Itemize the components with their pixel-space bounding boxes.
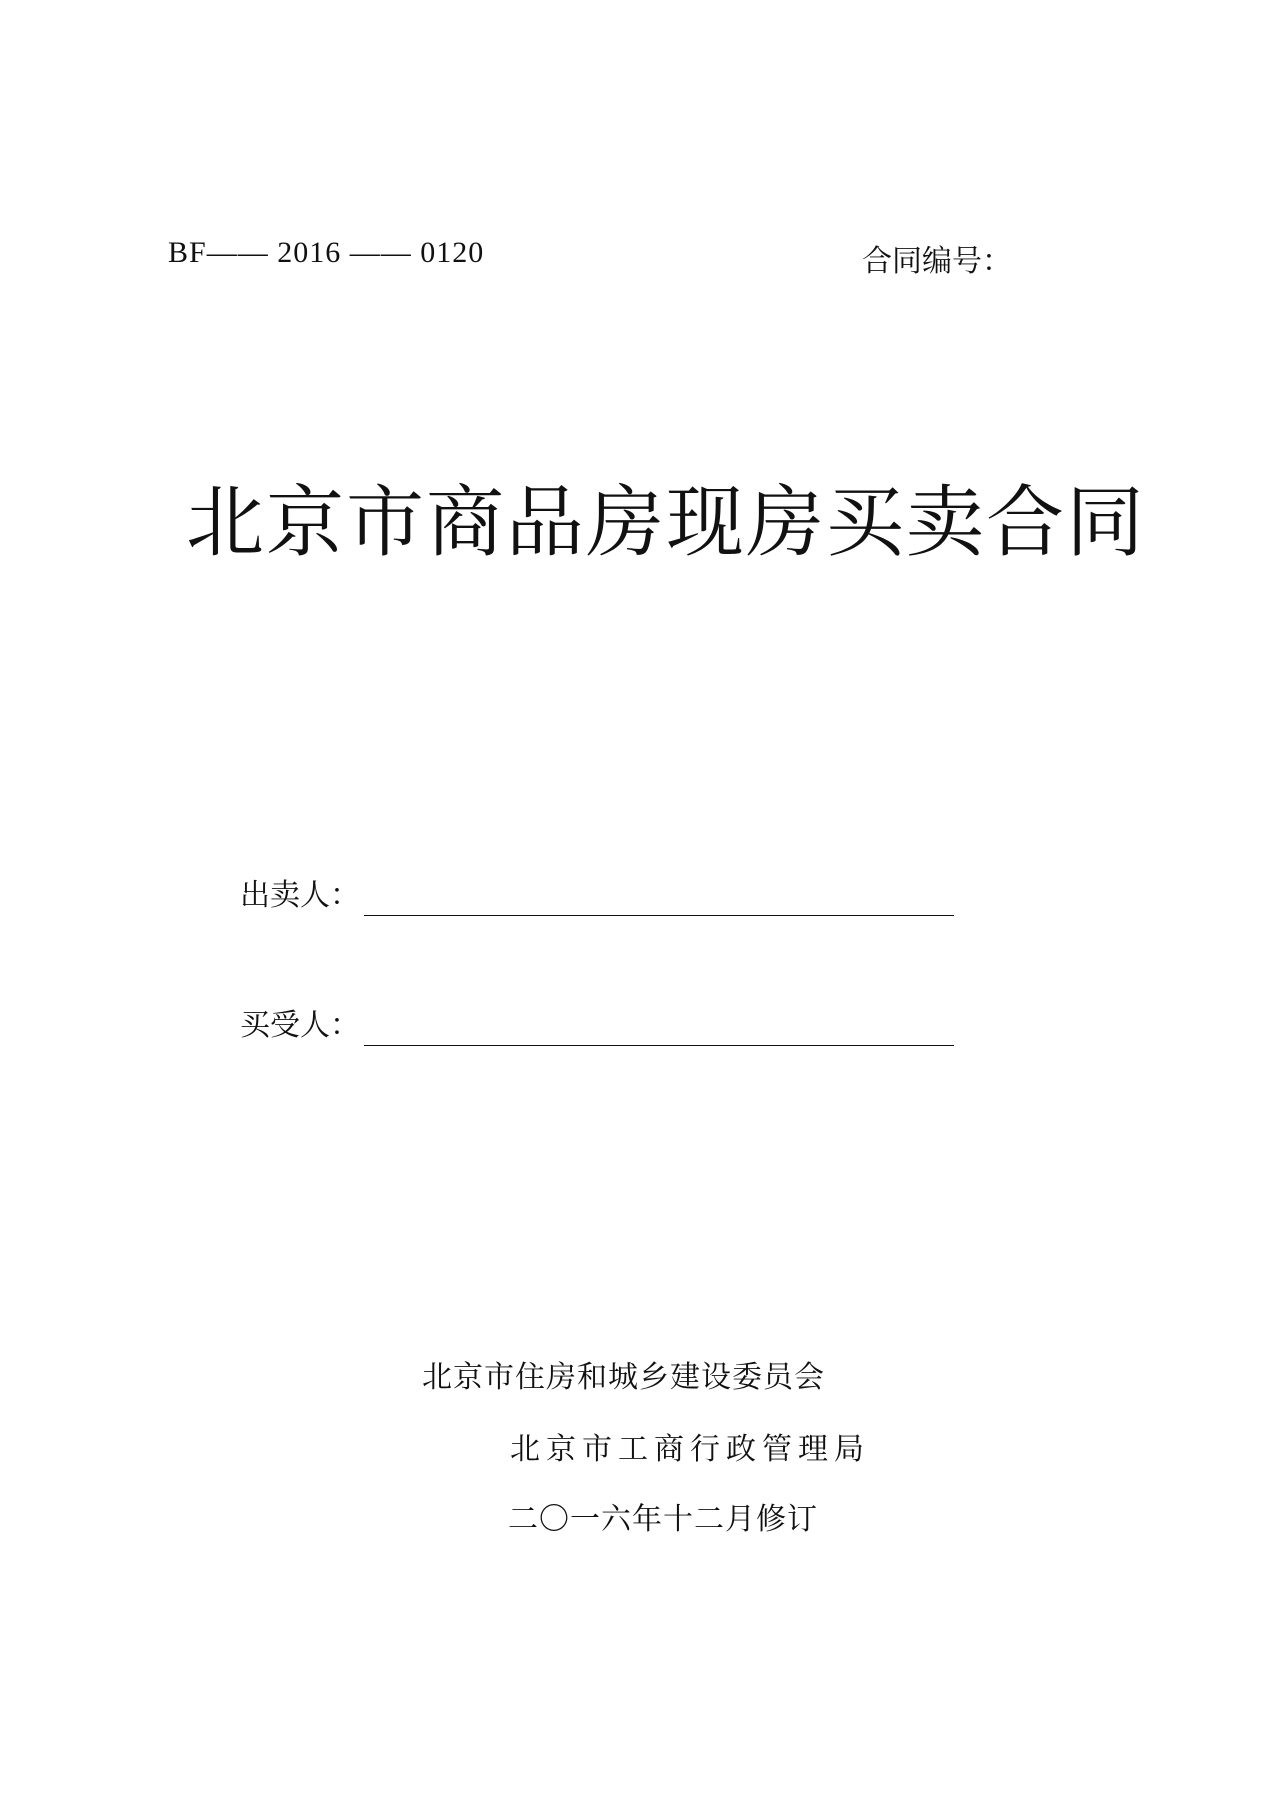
- revision-date: 二〇一六年十二月修订: [508, 1502, 818, 1537]
- seller-row: [240, 876, 954, 916]
- seller-label: 出卖人：: [240, 878, 360, 913]
- buyer-label: 买受人：: [240, 1008, 360, 1043]
- issuer-line-2: 北京市工商行政管理局: [510, 1432, 870, 1467]
- form-code: BF—— 2016 —— 0120: [168, 236, 485, 269]
- issuer-line-1: 北京市住房和城乡建设委员会: [422, 1360, 825, 1395]
- buyer-blank-line: [364, 1009, 954, 1046]
- contract-number-label: 合同编号：: [862, 244, 1012, 279]
- document-title: 北京市商品房现房买卖合同: [186, 478, 1147, 568]
- seller-blank-line: [364, 879, 954, 916]
- buyer-row: [240, 1006, 954, 1046]
